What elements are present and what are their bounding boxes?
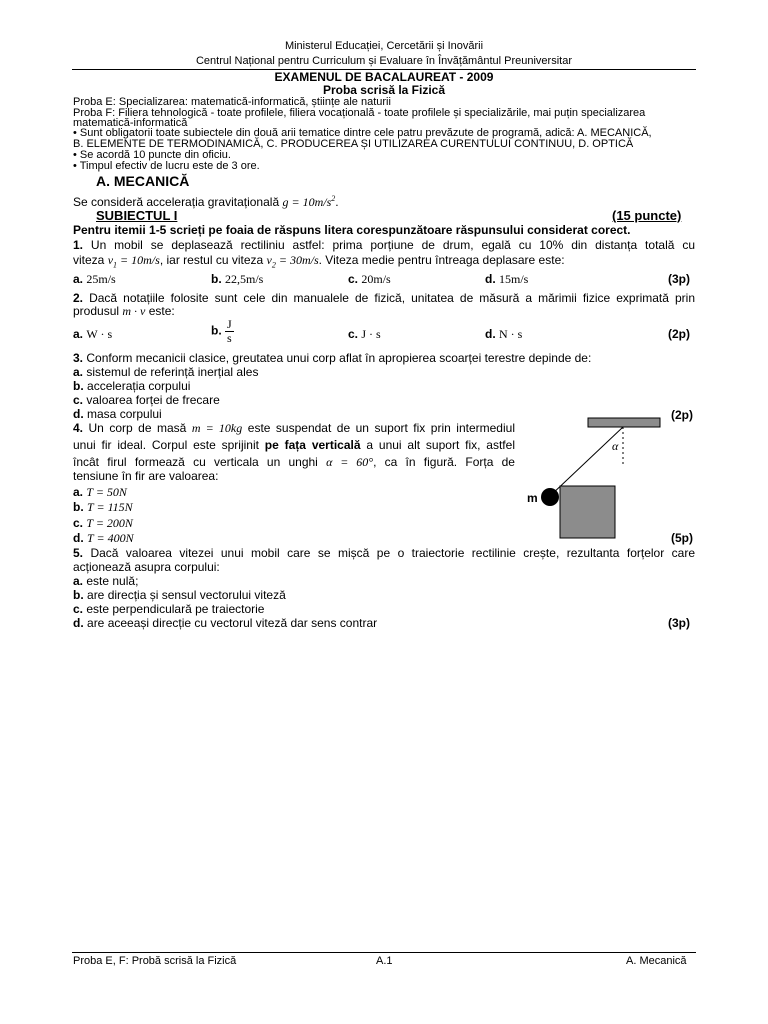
q3-option-c: c. valoarea forței de frecare [73,393,220,407]
q5-line-2: acționează asupra corpului: [73,560,220,574]
q4-figure [520,410,720,545]
q1-line-2: viteza $v_1 = 10m/s$, iar restul cu viteza $v_2 = 30m/s$. Viteza medie pentru întreaga deplasare este: [73,253,565,270]
q1-line-1: 1. Un mobil se deplasează rectiliniu astfel: prima porțiune de drum, egală cu 10% din distanța totală cu [73,238,695,252]
subject-title: SUBIECTUL I [96,208,178,223]
q4-line-3: încât firul formează cu verticala un unghi α = 60°, ca în figură. Forța de [73,455,515,469]
center-line: Centrul Național pentru Curriculum și Evaluare în Învățământul Preuniversitar [195,55,572,67]
q3-option-b: b. accelerația corpului [73,379,191,393]
mass-ball [541,488,559,506]
q2-points: (2p) [668,327,690,341]
intro-line-2: Proba F: Filiera tehnologică - toate profilele, filiera vocațională - toate profilele și specializările, mai puțin specializarea [73,107,646,119]
intro-line-1: Proba E: Specializarea: matematică-informatică, științe ale naturii [73,96,391,108]
q1-option-b: b. 22,5m/s [211,272,264,286]
footer-center: A.1 [376,955,393,967]
exam-subtitle: Proba scrisă la Fizică [322,83,446,97]
q3-text: 3. Conform mecanicii clasice, greutatea unui corp aflat în apropierea scoarței terestre depinde de: [73,351,592,365]
angle-label: α [612,439,619,453]
q4-option-d: d. T = 400N [73,531,134,545]
q2-option-c: c. J · s [348,327,381,341]
q3-option-a: a. sistemul de referință inerțial ales [73,365,259,379]
q4-points: (5p) [671,531,693,545]
q1-points: (3p) [668,272,690,286]
q5-line-1: 5. Dacă valoarea vitezei unui mobil care se mișcă pe o traiectorie rectilinie crește, rezultanta forțelor care [73,546,695,560]
footer-right: A. Mecanică [626,955,687,967]
q5-option-a: a. este nulă; [73,574,139,588]
intro-line-6: • Se acordă 10 puncte din oficiu. [73,149,231,161]
subject-instruction: Pentru itemii 1-5 scrieți pe foaia de răspuns litera corespunzătoare răspunsului considerat corect. [73,223,631,237]
footer-rule [72,952,696,953]
q3-points: (2p) [671,408,693,422]
gravity-line: Se consideră accelerația gravitațională $g = 10m/s^2$. [73,194,339,209]
q1-option-c: c. 20m/s [348,272,391,286]
subject-points: (15 puncte) [612,208,682,223]
gravity-text: Se consideră accelerația gravitațională [73,195,280,209]
q4-line-1: 4. Un corp de masă m = 10kg este suspendat de un suport fix prin intermediul [73,421,515,435]
intro-line-3: matematică-informatică [73,117,188,129]
fixed-support [588,418,660,427]
gravity-value: $g = 10m/s^2$ [282,194,336,209]
q4-option-c: c. T = 200N [73,516,133,530]
q5-option-d: d. are aceeași direcție cu vectorul viteză dar sens contrar [73,616,378,630]
q2-option-a: a. W · s [73,327,113,341]
q4-option-b: b. T = 115N [73,500,133,514]
q5-option-c: c. este perpendiculară pe traiectorie [73,602,265,616]
fraction-j-over-s: $\frac{J}{s}$ [227,317,232,345]
q1-option-d: d. 15m/s [485,272,529,286]
vertical-support-block [560,486,615,538]
q3-option-d: d. masa corpului [73,407,162,421]
footer-left: Proba E, F: Probă scrisă la Fizică [73,955,237,967]
q4-option-a: a. T = 50N [73,485,127,499]
q1-option-a: a. 25m/s [73,272,116,286]
q5-points: (3p) [668,616,690,630]
q5-option-b: b. are direcția și sensul vectorului viteză [73,588,286,602]
ministry-line: Ministerul Educației, Cercetării și Inovării [284,40,484,52]
q4-line-4: tensiune în fir are valoarea: [73,469,219,483]
intro-line-5: B. ELEMENTE DE TERMODINAMICĂ, C. PRODUCEREA ȘI UTILIZAREA CURENTULUI CONTINUU, D. OPTICĂ [73,138,634,150]
mass-label: m [527,491,538,505]
exam-title: EXAMENUL DE BACALAUREAT - 2009 [274,70,494,84]
q2-option-b: b. $\frac{J}{s}$ [211,317,232,345]
section-title: A. MECANICĂ [96,173,190,189]
q2-option-d: d. N · s [485,327,523,341]
q2-line-1: 2. Dacă notațiile folosite sunt cele din manualele de fizică, unitatea de măsură a mărimii fizice exprimată prin [73,291,695,305]
intro-line-4: • Sunt obligatorii toate subiectele din două arii tematice dintre cele patru prevăzute de programă, adică: A. MECANICĂ, [73,127,652,139]
intro-line-7: • Timpul efectiv de lucru este de 3 ore. [73,160,260,172]
q4-line-2: unui fir ideal. Corpul este sprijinit pe fața verticală a unui alt suport fix, astfel [73,438,515,452]
q2-line-2: produsul m · v este: [73,304,175,318]
